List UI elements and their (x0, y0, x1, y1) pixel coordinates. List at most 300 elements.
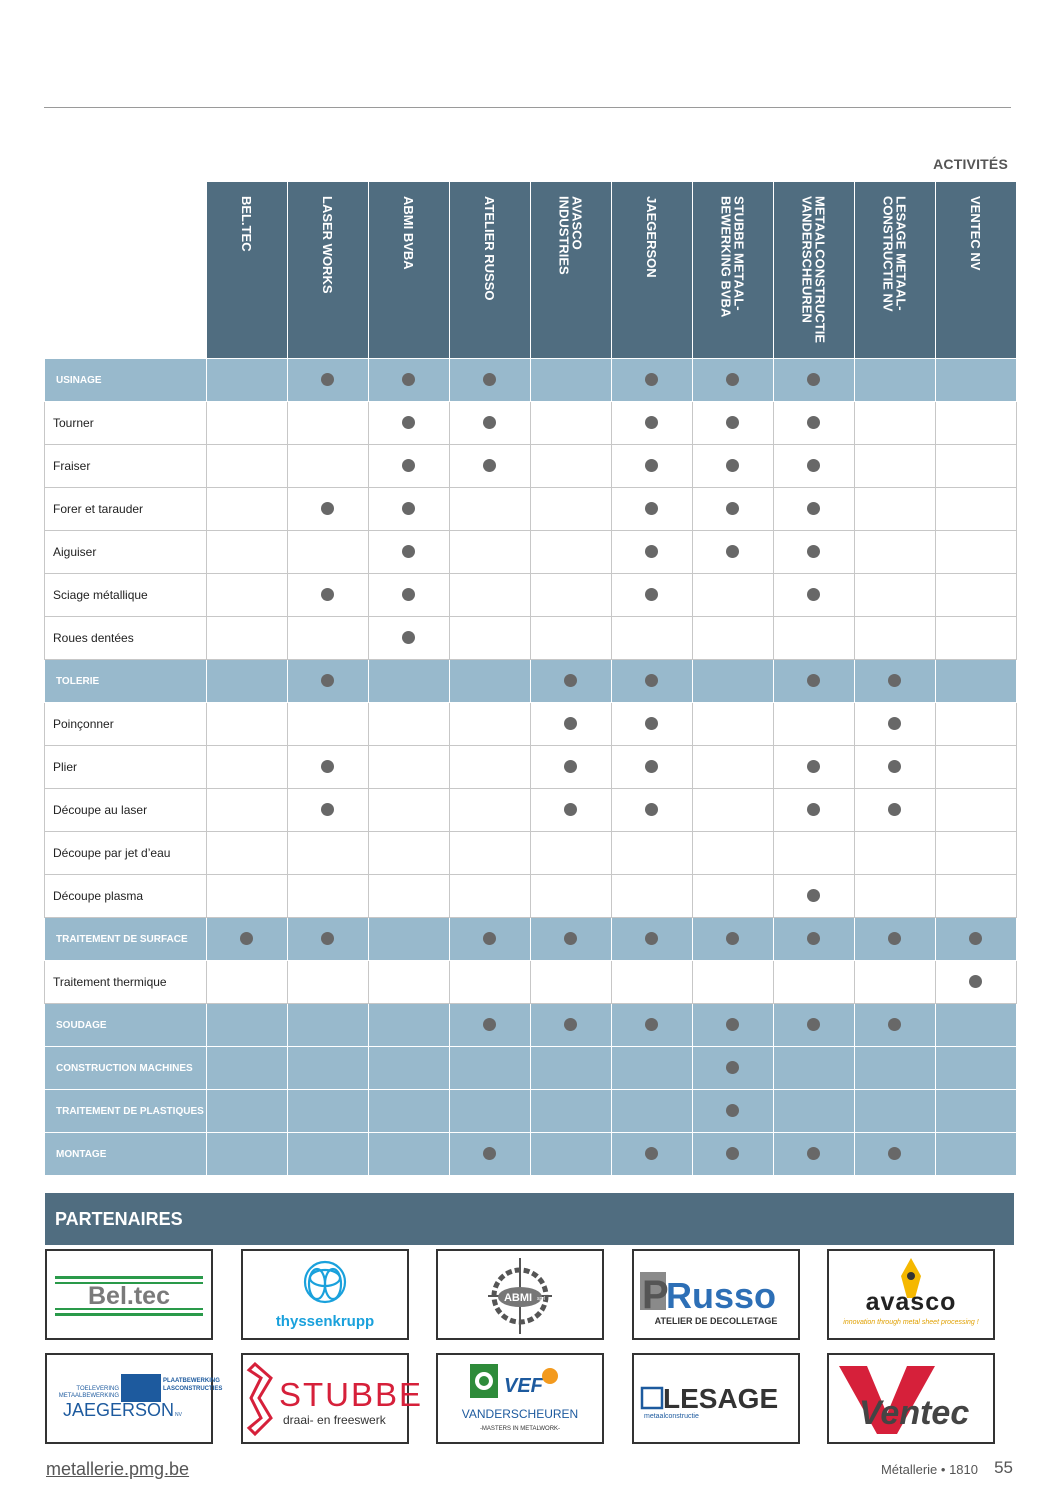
matrix-cell (854, 402, 935, 445)
matrix-cell (854, 574, 935, 617)
matrix-cell (935, 832, 1016, 875)
matrix-cell (935, 574, 1016, 617)
matrix-cell (854, 531, 935, 574)
matrix-cell (368, 1047, 449, 1090)
matrix-cell (935, 660, 1016, 703)
activity-dot (645, 373, 658, 386)
matrix-cell (287, 1047, 368, 1090)
category-row (45, 1047, 1017, 1090)
activity-dot (888, 717, 901, 730)
matrix-cell (611, 703, 692, 746)
activity-dot (726, 1061, 739, 1074)
matrix-cell (854, 1004, 935, 1047)
activity-dot (402, 545, 415, 558)
activity-dot (240, 932, 253, 945)
matrix-cell (449, 1090, 530, 1133)
logo-russo (632, 1249, 800, 1340)
matrix-cell (287, 789, 368, 832)
matrix-cell (773, 531, 854, 574)
matrix-cell (530, 703, 611, 746)
matrix-cell (773, 789, 854, 832)
matrix-cell (935, 1047, 1016, 1090)
matrix-cell (206, 488, 287, 531)
activity-dot (645, 1147, 658, 1160)
activity-dot (645, 459, 658, 472)
activity-dot (564, 803, 577, 816)
corner-cell (45, 182, 207, 359)
matrix-cell (692, 961, 773, 1004)
activity-row (45, 703, 1017, 746)
matrix-cell (449, 918, 530, 961)
company-name: AVASCO INDUSTRIES (556, 196, 585, 275)
matrix-cell (611, 832, 692, 875)
page-number: 55 (994, 1458, 1013, 1477)
matrix-cell (611, 359, 692, 402)
activity-row (45, 746, 1017, 789)
matrix-cell (611, 402, 692, 445)
matrix-cell (530, 660, 611, 703)
company-header (611, 182, 692, 359)
matrix-cell (206, 1133, 287, 1176)
activity-dot (726, 545, 739, 558)
matrix-cell (206, 961, 287, 1004)
matrix-cell (206, 918, 287, 961)
activity-dot (726, 416, 739, 429)
activity-dot (483, 932, 496, 945)
category-label: USINAGE (45, 359, 207, 402)
logo-avasco-tagline: innovation through metal sheet processing ! (843, 1318, 979, 1326)
matrix-cell (935, 1090, 1016, 1133)
logo-russo-text: Russo (666, 1274, 777, 1316)
company-header (692, 182, 773, 359)
matrix-cell (611, 617, 692, 660)
matrix-cell (773, 875, 854, 918)
category-label: CONSTRUCTION MACHINES (45, 1047, 207, 1090)
logo-avasco-text: avasco (865, 1287, 957, 1316)
company-name: STUBBE METAAL- BEWERKING BVBA (718, 196, 747, 318)
category-label: TOLERIE (45, 660, 207, 703)
logo-ventec-text: Ventec (859, 1393, 970, 1432)
activity-dot (726, 1147, 739, 1160)
matrix-cell (287, 703, 368, 746)
logo-jaegerson-suffix: NV (175, 1411, 182, 1418)
top-divider (44, 107, 1011, 108)
logo-thyssenkrupp (241, 1249, 409, 1340)
matrix-cell (449, 445, 530, 488)
activity-dot (321, 373, 334, 386)
matrix-cell (692, 359, 773, 402)
matrix-cell (611, 488, 692, 531)
matrix-cell (530, 832, 611, 875)
matrix-cell (530, 1004, 611, 1047)
matrix-cell (773, 703, 854, 746)
matrix-cell (368, 402, 449, 445)
activity-dot (645, 545, 658, 558)
activity-label: Tourner (45, 402, 207, 445)
matrix-cell (287, 832, 368, 875)
matrix-cell (287, 574, 368, 617)
matrix-cell (773, 359, 854, 402)
matrix-cell (692, 445, 773, 488)
matrix-cell (773, 1004, 854, 1047)
matrix-cell (935, 617, 1016, 660)
matrix-cell (935, 703, 1016, 746)
matrix-cell (854, 1090, 935, 1133)
activity-dot (483, 1147, 496, 1160)
company-header (368, 182, 449, 359)
matrix-cell (449, 1133, 530, 1176)
matrix-cell (206, 617, 287, 660)
activity-dot (321, 674, 334, 687)
matrix-cell (935, 961, 1016, 1004)
matrix-cell (368, 789, 449, 832)
activity-row (45, 961, 1017, 1004)
matrix-cell (854, 660, 935, 703)
company-header (206, 182, 287, 359)
activity-dot (645, 803, 658, 816)
logo-vef-text: VEF (504, 1374, 543, 1397)
matrix-cell (530, 402, 611, 445)
matrix-cell (449, 789, 530, 832)
activity-dot (807, 760, 820, 773)
category-label: TRAITEMENT DE PLASTIQUES (45, 1090, 207, 1133)
matrix-cell (449, 1004, 530, 1047)
matrix-cell (287, 1004, 368, 1047)
matrix-cell (368, 1004, 449, 1047)
matrix-cell (287, 359, 368, 402)
matrix-cell (530, 1090, 611, 1133)
activity-row (45, 531, 1017, 574)
company-header (773, 182, 854, 359)
company-name: LESAGE METAAL- CONSTRUCTIE NV (880, 196, 909, 312)
matrix-cell (611, 1004, 692, 1047)
matrix-cell (611, 531, 692, 574)
matrix-cell (368, 918, 449, 961)
matrix-cell (773, 832, 854, 875)
activity-dot (888, 1147, 901, 1160)
activity-dot (483, 1018, 496, 1031)
activity-dot (321, 803, 334, 816)
logo-jaegerson-tag2: LASCONSTRUCTIES (163, 1385, 223, 1392)
matrix-cell (935, 789, 1016, 832)
matrix-cell (773, 1047, 854, 1090)
activity-dot (564, 1018, 577, 1031)
activities-matrix (44, 181, 1017, 1176)
matrix-cell (287, 445, 368, 488)
matrix-cell (530, 789, 611, 832)
activity-dot (645, 760, 658, 773)
matrix-cell (692, 488, 773, 531)
matrix-cell (773, 961, 854, 1004)
matrix-cell (773, 574, 854, 617)
logo-russo-letter: P (642, 1272, 669, 1317)
logo-abmi-text: ABMI (503, 1291, 533, 1304)
logo-avasco (827, 1249, 995, 1340)
matrix-cell (449, 832, 530, 875)
matrix-cell (611, 961, 692, 1004)
matrix-cell (206, 746, 287, 789)
matrix-cell (773, 1133, 854, 1176)
matrix-cell (773, 617, 854, 660)
activity-dot (645, 1018, 658, 1031)
activity-dot (888, 674, 901, 687)
matrix-cell (611, 1133, 692, 1176)
matrix-cell (611, 1090, 692, 1133)
matrix-cell (935, 1004, 1016, 1047)
matrix-cell (773, 1090, 854, 1133)
activity-label: Aiguiser (45, 531, 207, 574)
activity-dot (888, 803, 901, 816)
matrix-cell (287, 660, 368, 703)
activity-label: Découpe par jet d’eau (45, 832, 207, 875)
matrix-cell (206, 1090, 287, 1133)
activity-dot (807, 803, 820, 816)
matrix-cell (692, 660, 773, 703)
activity-dot (726, 1104, 739, 1117)
logo-thyssenkrupp-text: thyssenkrupp (275, 1312, 375, 1330)
matrix-cell (449, 402, 530, 445)
matrix-cell (773, 660, 854, 703)
matrix-cell (530, 488, 611, 531)
matrix-cell (449, 961, 530, 1004)
matrix-cell (530, 359, 611, 402)
activity-dot (645, 717, 658, 730)
matrix-cell (692, 1090, 773, 1133)
logo-beltec (45, 1249, 213, 1340)
matrix-cell (854, 832, 935, 875)
matrix-cell (611, 789, 692, 832)
matrix-cell (854, 445, 935, 488)
matrix-cell (692, 703, 773, 746)
company-header (530, 182, 611, 359)
logo-stubbe-sub: draai- en freeswerk (283, 1412, 386, 1427)
company-name: ABMI BVBA (401, 196, 416, 270)
matrix-cell (692, 918, 773, 961)
activity-label: Découpe plasma (45, 875, 207, 918)
matrix-cell (287, 875, 368, 918)
activity-label: Poinçonner (45, 703, 207, 746)
activity-label: Sciage métallique (45, 574, 207, 617)
logo-vanderscheuren (436, 1353, 604, 1444)
matrix-cell (449, 488, 530, 531)
activity-dot (564, 932, 577, 945)
activity-label: Roues dentées (45, 617, 207, 660)
matrix-cell (368, 531, 449, 574)
matrix-cell (692, 746, 773, 789)
matrix-cell (854, 617, 935, 660)
matrix-cell (935, 918, 1016, 961)
logo-jaegerson-tag3: TOELEVERING (76, 1385, 119, 1392)
activity-row (45, 574, 1017, 617)
activity-dot (564, 760, 577, 773)
activity-row (45, 617, 1017, 660)
matrix-cell (206, 1004, 287, 1047)
company-header (449, 182, 530, 359)
company-name: LASER WORKS (320, 196, 335, 294)
matrix-cell (368, 1133, 449, 1176)
matrix-cell (611, 875, 692, 918)
matrix-cell (935, 875, 1016, 918)
matrix-cell (854, 875, 935, 918)
website-link[interactable]: metallerie.pmg.be (46, 1459, 190, 1479)
activity-label: Découpe au laser (45, 789, 207, 832)
logo-russo-sub: ATELIER DE DECOLLETAGE (654, 1315, 778, 1326)
company-name: BEL.TEC (239, 196, 254, 252)
matrix-cell (854, 918, 935, 961)
matrix-cell (287, 1133, 368, 1176)
activity-row (45, 402, 1017, 445)
activity-dot (321, 588, 334, 601)
activity-label: Forer et tarauder (45, 488, 207, 531)
matrix-cell (206, 875, 287, 918)
matrix-cell (611, 574, 692, 617)
matrix-cell (854, 703, 935, 746)
matrix-cell (935, 488, 1016, 531)
matrix-cell (287, 918, 368, 961)
company-header (854, 182, 935, 359)
matrix-cell (368, 488, 449, 531)
matrix-cell (854, 746, 935, 789)
matrix-cell (692, 617, 773, 660)
company-header-row (45, 182, 1017, 359)
activity-dot (645, 674, 658, 687)
activity-dot (807, 588, 820, 601)
matrix-cell (935, 531, 1016, 574)
matrix-cell (692, 875, 773, 918)
activity-dot (726, 373, 739, 386)
activity-dot (402, 459, 415, 472)
matrix-cell (206, 660, 287, 703)
company-name: JAEGERSON (644, 196, 659, 278)
matrix-cell (854, 1133, 935, 1176)
matrix-cell (935, 1133, 1016, 1176)
activity-dot (483, 373, 496, 386)
matrix-cell (530, 746, 611, 789)
activity-dot (888, 760, 901, 773)
logo-jaegerson-text: JAEGERSON (63, 1399, 175, 1420)
matrix-cell (368, 875, 449, 918)
matrix-cell (530, 1047, 611, 1090)
activity-label: Traitement thermique (45, 961, 207, 1004)
matrix-cell (692, 574, 773, 617)
company-name: VENTEC NV (968, 196, 983, 271)
matrix-cell (206, 789, 287, 832)
activity-dot (726, 1018, 739, 1031)
activity-dot (483, 416, 496, 429)
matrix-cell (854, 359, 935, 402)
matrix-cell (611, 445, 692, 488)
category-label: SOUDAGE (45, 1004, 207, 1047)
activity-dot (969, 975, 982, 988)
matrix-cell (935, 359, 1016, 402)
matrix-cell (530, 875, 611, 918)
matrix-cell (530, 531, 611, 574)
matrix-cell (611, 660, 692, 703)
matrix-cell (449, 531, 530, 574)
matrix-cell (206, 832, 287, 875)
category-row (45, 660, 1017, 703)
activity-dot (645, 416, 658, 429)
activity-dot (321, 502, 334, 515)
matrix-cell (692, 789, 773, 832)
activity-dot (807, 1147, 820, 1160)
logo-lesage-sub: metaalconstructie (644, 1412, 699, 1420)
category-row (45, 1090, 1017, 1133)
matrix-cell (449, 1047, 530, 1090)
activity-dot (645, 502, 658, 515)
activity-dot (402, 631, 415, 644)
activity-dot (726, 932, 739, 945)
matrix-cell (773, 488, 854, 531)
matrix-cell (854, 488, 935, 531)
logo-ventec (827, 1353, 995, 1444)
matrix-cell (368, 703, 449, 746)
partners-title: PARTENAIRES (45, 1193, 1014, 1245)
matrix-cell (206, 445, 287, 488)
matrix-cell (206, 703, 287, 746)
matrix-cell (287, 488, 368, 531)
category-row (45, 359, 1017, 402)
section-heading: ACTIVITÉS (933, 156, 1008, 172)
activity-row (45, 789, 1017, 832)
matrix-cell (368, 660, 449, 703)
activity-dot (564, 717, 577, 730)
activity-row (45, 832, 1017, 875)
matrix-cell (206, 574, 287, 617)
logo-stubbe (241, 1353, 424, 1444)
matrix-cell (854, 789, 935, 832)
activity-dot (888, 1018, 901, 1031)
activity-dot (726, 502, 739, 515)
activity-row (45, 445, 1017, 488)
activity-dot (807, 674, 820, 687)
matrix-cell (206, 1047, 287, 1090)
activity-dot (402, 588, 415, 601)
matrix-cell (692, 402, 773, 445)
matrix-cell (530, 574, 611, 617)
activity-dot (807, 889, 820, 902)
activity-row (45, 875, 1017, 918)
company-name: ATELIER RUSSO (482, 196, 497, 301)
matrix-cell (368, 832, 449, 875)
matrix-cell (449, 617, 530, 660)
matrix-cell (287, 531, 368, 574)
logo-beltec-text: Bel.tec (88, 1281, 170, 1310)
matrix-cell (449, 359, 530, 402)
matrix-cell (449, 574, 530, 617)
matrix-cell (449, 875, 530, 918)
matrix-cell (773, 445, 854, 488)
activity-dot (321, 932, 334, 945)
activity-label: Fraiser (45, 445, 207, 488)
category-row (45, 1133, 1017, 1176)
logo-jaegerson-tag1: PLAATBEWERKING (163, 1377, 220, 1384)
matrix-cell (692, 832, 773, 875)
matrix-cell (206, 359, 287, 402)
matrix-cell (530, 1133, 611, 1176)
matrix-cell (287, 961, 368, 1004)
matrix-cell (368, 961, 449, 1004)
matrix-cell (368, 746, 449, 789)
matrix-cell (773, 918, 854, 961)
matrix-cell (368, 617, 449, 660)
activity-row (45, 488, 1017, 531)
logo-abmi (436, 1249, 604, 1340)
activity-dot (726, 459, 739, 472)
matrix-cell (449, 660, 530, 703)
matrix-cell (206, 402, 287, 445)
company-header (935, 182, 1016, 359)
